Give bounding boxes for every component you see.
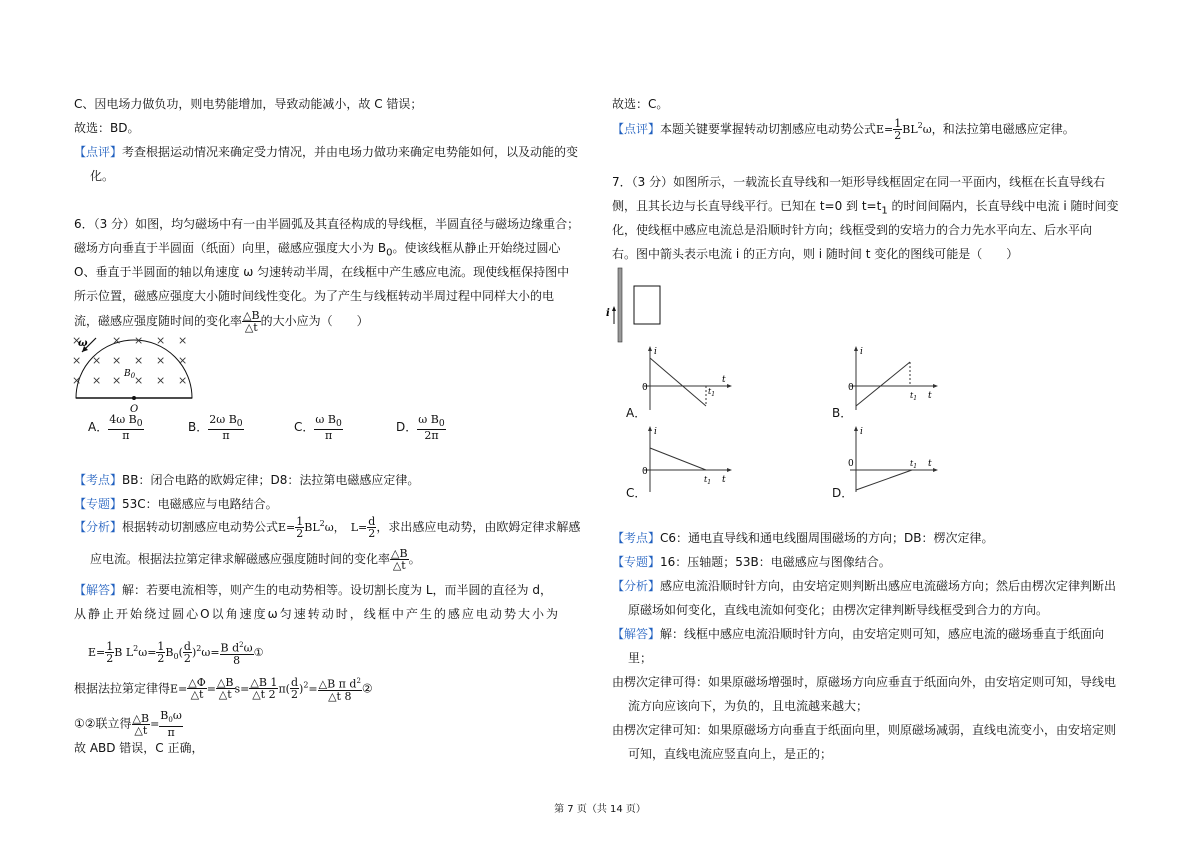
zhuanti-tag: 【专题】	[612, 555, 661, 569]
comment-tag: 【点评】	[74, 145, 123, 159]
text-line: 流方向应该向下，为负的，且电流越来越大；	[628, 699, 869, 713]
comment-line-2: 化。	[90, 169, 115, 183]
option-label: D．	[396, 420, 418, 435]
option-label: A．	[88, 420, 109, 435]
current-i-label: i	[606, 308, 610, 319]
kaodian-text: BB：闭合电路的欧姆定律；D8：法拉第电磁感应定律。	[122, 473, 420, 487]
equation-2: 根据法拉第定律得E= $\frac{\triangle\Phi}{\triangle t}$ = $\frac{\triangle B}{\triangle t}$ s= $\frac{\triangle B 1}{\triangle t 2}$ π( $\frac{d}{2}$ )$^2$= $\frac{\triangle B \pi d^2}{\triangle t 8}$ ②	[74, 676, 373, 703]
option-b[interactable]: B．	[832, 406, 853, 420]
text-line: 故选：BD。	[74, 121, 140, 135]
cross-mark: ×	[92, 374, 102, 387]
zhuanti-tag: 【专题】	[74, 497, 123, 511]
cross-mark: ×	[72, 354, 82, 367]
jieda-tag: 【解答】	[612, 627, 661, 641]
text-line: 由楞次定律可知：如果原磁场方向垂直于纸面向里，则原磁场减弱，直线电流变小，由安培定则	[612, 723, 1117, 737]
cross-mark: ×	[156, 334, 166, 347]
option-label: C．	[294, 420, 315, 435]
fenxi-line-2: 原磁场如何变化，直线电流如何变化；由楞次定律判断导线框受到合力的方向。	[628, 603, 1049, 617]
question-text: 的大小应为（ ）	[260, 314, 369, 328]
kaodian-line	[74, 472, 419, 488]
option-a[interactable]	[88, 414, 144, 441]
text-line: 故选：C。	[612, 97, 669, 111]
cross-mark: ×	[92, 354, 102, 367]
jieda-line-2: 从 静 止 开 始 绕 过 圆 心 O 以 角 速 度 ω 匀 速 转 动 时 ， 线 框 中 产 生 的 感 应 电 动 势 大 小 为	[74, 607, 558, 621]
option-c[interactable]	[294, 414, 343, 441]
svg-text:i: i	[860, 347, 863, 357]
comment-line: 【点评】本题关键要掌握转动切割感应电动势公式E= $\frac{1}{2}$ $BL^2\omega$，和法拉第电磁感应定律。	[612, 117, 1075, 142]
svg-text:0: 0	[848, 459, 854, 469]
semicircle-figure	[70, 332, 200, 414]
svg-text:i: i	[654, 427, 657, 437]
fenxi-line-2: 应电流。根据法拉第定律求解磁感应强度随时间的变化率 $\frac{\triangle B}{\triangle t}$ 。	[90, 547, 421, 572]
option-d[interactable]: D．	[832, 486, 854, 500]
text-line: 可知，直线电流应竖直向上，是正的；	[628, 747, 833, 761]
question-6-line	[74, 240, 560, 261]
cross-mark: ×	[134, 374, 144, 387]
jieda-tag: 【解答】	[74, 583, 123, 597]
fenxi-tag: 【分析】	[74, 520, 123, 534]
comment-text: 考查根据运动情况来确定受力情况，并由电场力做功来确定电势能如何，以及动能的变	[122, 145, 579, 159]
question-6-line: O、垂直于半圆面的轴以角速度 ω 匀速转动半周，在线框中产生感应电流。现使线框保持图中	[74, 265, 570, 279]
cross-mark: ×	[178, 374, 188, 387]
svg-text:0: 0	[642, 467, 648, 477]
svg-text:0: 0	[848, 383, 854, 393]
zhuanti-line	[74, 496, 278, 512]
question-text: 流，磁感应强度随时间的变化率	[74, 314, 243, 328]
fenxi-line: 【分析】感应电流沿顺时针方向，由安培定则判断出感应电流磁场方向；然后由楞次定律判断出	[612, 579, 1117, 593]
equation-3: ①②联立得 $\frac{\triangle B}{\triangle t}$ = $\frac{B_0\omega}{\pi}$	[74, 709, 182, 740]
svg-text:i: i	[654, 347, 657, 357]
b0-label: $B_0$	[124, 369, 136, 380]
option-a[interactable]: A．	[626, 406, 647, 420]
option-fraction: $\frac{2\omega B_0}{\pi}$	[209, 413, 243, 443]
text-line: 由楞次定律可得：如果原磁场增强时，原磁场方向应垂直于纸面向外，由安培定则可知，导线电	[612, 675, 1117, 689]
cross-mark: ×	[134, 354, 144, 367]
kaodian-line: 【考点】C6：通电直导线和通电线圈周围磁场的方向；DB：楞次定律。	[612, 531, 994, 545]
question-text: 。使该线框从静止开始绕过圆心	[392, 241, 561, 255]
option-fraction: $\frac{4\omega B_0}{\pi}$	[109, 413, 143, 443]
option-d[interactable]	[396, 414, 446, 441]
svg-text:t1: $t_1$	[704, 475, 712, 486]
zhuanti-text: 53C：电磁感应与电路结合。	[122, 497, 278, 511]
svg-text:0: 0	[642, 383, 648, 393]
text-line: C、因电场力做负功，则电势能增加，导致动能减小，故 C 错误；	[74, 97, 423, 111]
comment-line	[74, 144, 578, 160]
fenxi-line: 【分析】根据转动切割感应电动势公式E= $\frac{1}{2}$ $BL^2\omega$， L= $\frac{d}{2}$ ，求出感应电动势，由欧姆定律求解感	[74, 515, 581, 540]
option-fraction: $\frac{\omega B_0}{\pi}$	[315, 413, 342, 443]
option-fraction: $\frac{\omega B_0}{2\pi}$	[418, 413, 445, 443]
text-line: 故 ABD 错误，C 正确，	[74, 741, 204, 755]
question-6-line: 6．（3 分）如图，均匀磁场中有一由半圆弧及其直径构成的导线框，半圆直径与磁场边缘重合；	[74, 217, 580, 231]
question-7-line: 7．（3 分）如图所示，一载流长直导线和一矩形导线框固定在同一平面内，线框在长直导线右	[612, 175, 1106, 189]
jieda-line: 【解答】解：线框中感应电流沿顺时针方向，由安培定则可知，感应电流的磁场垂直于纸面向	[612, 627, 1105, 641]
question-6-line	[74, 310, 369, 333]
option-c[interactable]: C．	[626, 486, 647, 500]
cross-mark: ×	[72, 374, 82, 387]
jieda-line: 【解答】解：若要电流相等，则产生的电动势相等。设切割长度为 L，而半圆的直径为 d，	[74, 583, 552, 597]
cross-mark: ×	[178, 354, 188, 367]
equation-1: E= $\frac{1}{2}$ B $L^2\omega=$ $\frac{1}{2}$ $B_0$( $\frac{d}{2}$ )$^2$ω= $\frac{B d^2\omega}{8}$ ①	[88, 640, 264, 667]
question-text: 磁场方向垂直于半圆面（纸面）向里，磁感应强度大小为 B	[74, 241, 387, 255]
jieda-line-2: 里；	[628, 651, 653, 665]
fenxi-tag: 【分析】	[612, 579, 661, 593]
cross-mark: ×	[156, 374, 166, 387]
cross-mark: ×	[156, 354, 166, 367]
svg-text:t: t	[722, 475, 726, 485]
cross-mark: ×	[112, 334, 122, 347]
wire-frame-figure	[604, 264, 674, 346]
svg-text:t1: $t_1$	[910, 391, 918, 402]
omega-label: ω	[78, 338, 88, 349]
svg-text:t: t	[928, 391, 932, 401]
svg-text:t: t	[928, 459, 932, 469]
svg-text:i: i	[860, 427, 863, 437]
question-7-line: 化，使线框中感应电流总是沿顺时针方向；线框受到的安培力的合力先水平向左、后水平向	[612, 223, 1093, 237]
subscript: 0	[386, 247, 393, 259]
cross-mark: ×	[134, 334, 144, 347]
cross-mark: ×	[72, 334, 82, 347]
svg-text:t1: $t_1$	[910, 459, 918, 470]
question-7-line: 侧，且其长边与长直导线平行。已知在 t=0 到 $t=t_1$ 的时间间隔内，长直导线中电流 i 随时间变	[612, 199, 1119, 217]
fraction-dB-dt: $\frac{\triangle B}{\triangle t}$	[243, 309, 260, 334]
zhuanti-line: 【专题】16：压轴题；53B：电磁感应与图像结合。	[612, 555, 891, 569]
cross-mark: ×	[112, 374, 122, 387]
center-o-label: O	[130, 404, 139, 414]
svg-text:t1: $t_1$	[708, 387, 716, 398]
kaodian-tag: 【考点】	[612, 531, 661, 545]
kaodian-tag: 【考点】	[74, 473, 123, 487]
comment-tag: 【点评】	[612, 122, 661, 136]
question-6-line: 所示位置，磁感应强度大小随时间线性变化。为了产生与线框转动半周过程中同样大小的电	[74, 289, 555, 303]
option-label: B．	[188, 420, 209, 435]
question-7-line: 右。图中箭头表示电流 i 的正方向，则 i 随时间 t 变化的图线可能是（ ）	[612, 247, 1019, 261]
cross-mark: ×	[112, 354, 122, 367]
page-footer: 第 7 页（共 14 页）	[554, 804, 646, 815]
svg-text:t: t	[722, 375, 726, 385]
cross-mark: ×	[178, 334, 188, 347]
option-b[interactable]	[188, 414, 244, 441]
